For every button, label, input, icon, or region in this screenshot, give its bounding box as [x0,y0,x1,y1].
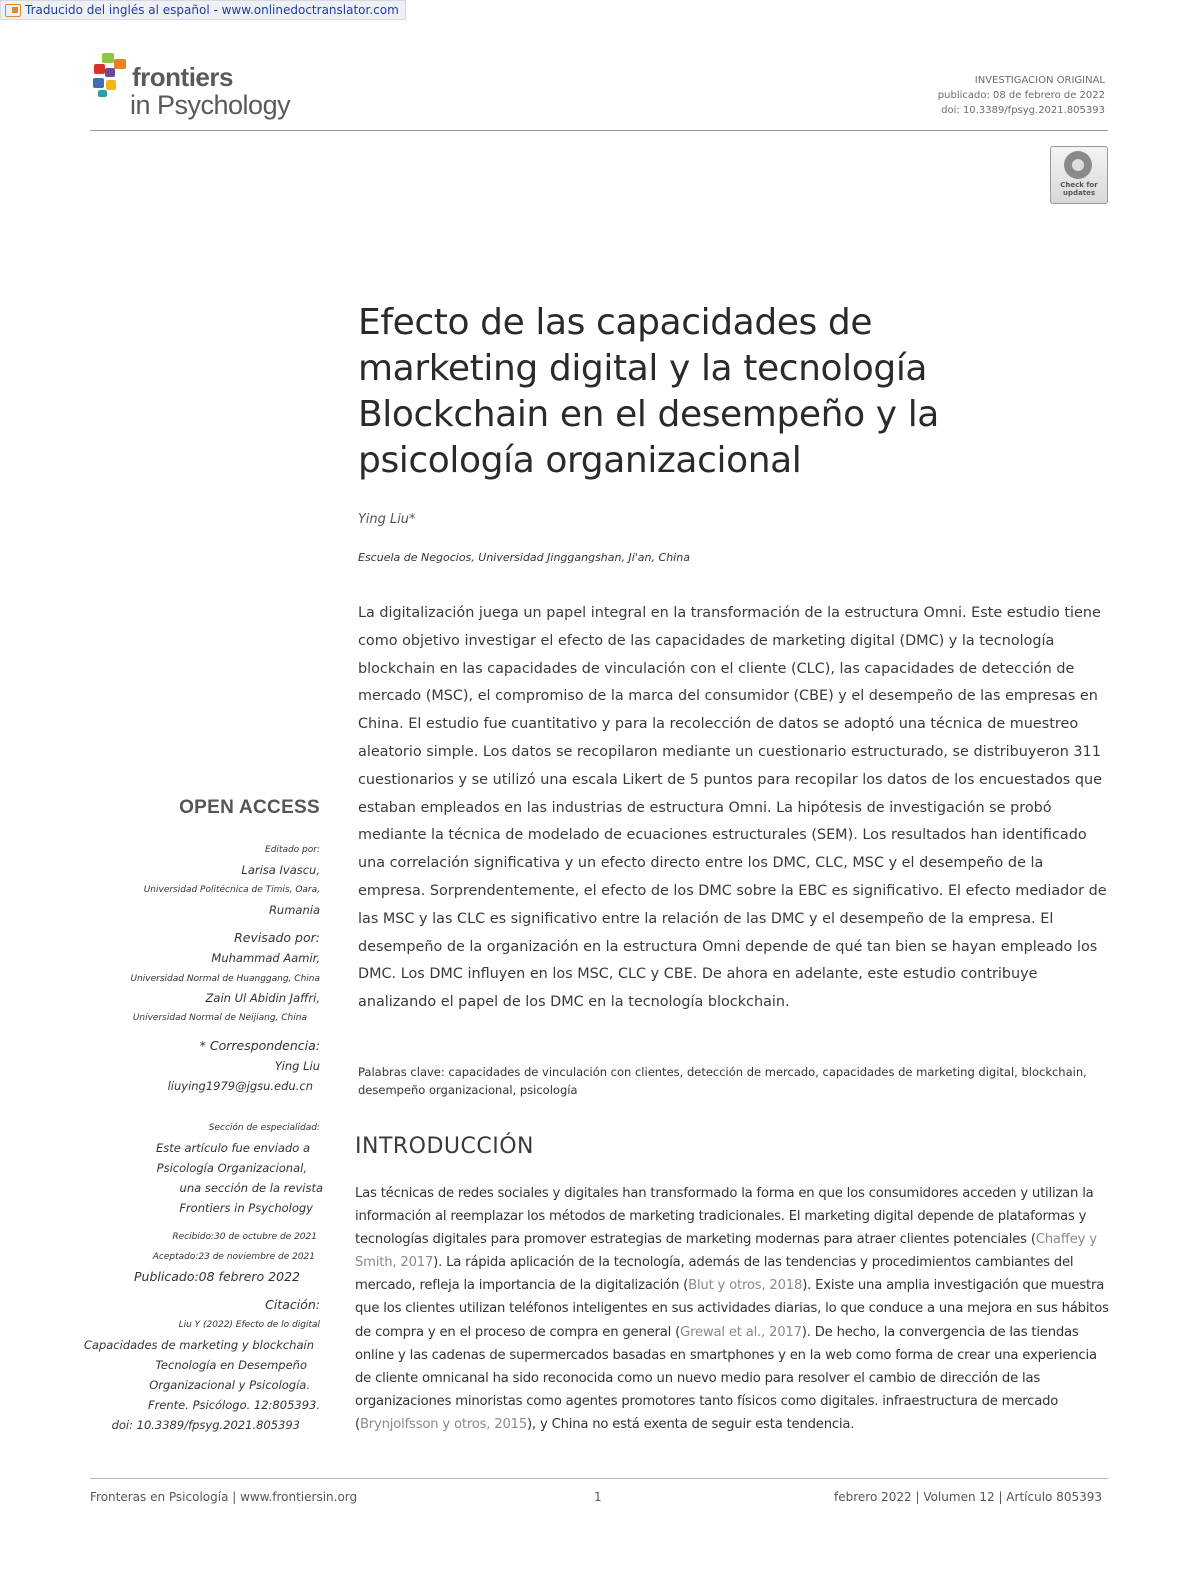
citation-link[interactable]: Blut y otros, 2018 [688,1278,803,1294]
badge-label: Check for updates [1060,181,1098,197]
update-icon [1064,151,1092,179]
citation-doi[interactable]: doi: 10.3389/fpsyg.2021.805393 [111,1418,300,1432]
check-for-updates-badge[interactable] [1050,146,1108,204]
page-number: 1 [594,1490,602,1504]
section-line: Psicología Organizacional, [156,1161,307,1175]
introduction-paragraph [355,1182,1113,1436]
citation-line: Capacidades de marketing y blockchain [83,1338,314,1352]
reviewed-by-label: Revisado por: [234,930,320,945]
published-date-sidebar: Publicado:08 febrero 2022 [134,1269,300,1284]
reviewer2-name: Zain Ul Abidin Jaffri, [205,991,320,1005]
citation-line: Frente. Psicólogo. 12:805393. [147,1398,320,1412]
intro-text: ), y China no está exenta de seguir esta tendencia. [527,1416,855,1432]
keywords: Palabras clave: capacidades de vinculación con clientes, detección de mercado, capacidades de marketing digital, blockchain, desempeño organizacional, psicología [358,1065,1087,1097]
footer-divider [90,1478,1108,1479]
abstract: La digitalización juega un papel integral en la transformación de la estructura Omni. Este estudio tiene como objetivo investigar el efecto de las capacidades de marketing digital (DMC) y la tecnología blockchain en las capacidades de vinculación con el cliente (CLC), las capacidades de detección de mercado (MSC), el compromiso de la marca del consumidor (CBE) y el desempeño de las empresas en China. El estudio fue cuantitativo y para la recolección de datos se adoptó una técnica de muestreo aleatorio simple. Los datos se recopilaron mediante un cuestionario estructurado, se distribuyeron 311 cuestionarios y se utilizó una escala Likert de 5 puntos para recopilar los datos de los encuestados que estaban empleados en las industrias de estructura Omni. La hipótesis de investigación se probó mediante la técnica de modelado de ecuaciones estructurales (SEM). Los resultados han identificado una correlación significativa y un efecto directo entre los DMC, CLC, MSC y el desempeño de la empresa. Sorprendentemente, el efecto de los DMC sobre la EBC es significativo. El efecto mediador de las MSC y las CLC es significativo entre la relación de las DMC y el desempeño de la empresa. El desempeño de la organización en la estructura Omni depende de qué tan bien se hayan empleado los DMC. Los DMC influyen en los MSC, CLC y CBE. De ahora en adelante, este estudio contribuye analizando el papel de los DMC en la tecnología blockchain. [358,605,1107,1011]
received-date: Recibido:30 de octubre de 2021 [172,1232,317,1242]
header-divider [90,130,1108,131]
section-line: una sección de la revista [179,1181,323,1195]
intro-text: ). De hecho, la convergencia de las tiendas online y las cadenas de supermercados basadas en smartphones y en la web como forma de crear una experiencia de cliente omnicanal ha sido reconocida como un nuevo medio para resolver el cambio de dirección de las organizaciones minoristas como agentes promotores tanto físicos como digitales. infraestructura de mercado ( [355,1324,1097,1432]
reviewer1-name: Muhammad Aamir, [211,951,320,965]
citation-link[interactable]: Chaffey y Smith, 2017 [355,1232,1097,1271]
editor-country: Rumania [268,903,320,917]
edited-by-label: Editado por: [265,845,320,855]
correspondence-email[interactable]: liuying1979@jgsu.edu.cn [167,1079,313,1093]
citation-line: Organizacional y Psicología. [149,1378,310,1392]
article-title: Efecto de las capacidades de marketing digital y la tecnología Blockchain en el desempeño y la psicología organizacional [358,302,939,481]
published-date: publicado: 08 de febrero de 2022 [937,90,1105,101]
frontiers-logo-icon [90,50,130,98]
citation-link[interactable]: Brynjolfsson y otros, 2015 [359,1416,528,1432]
journal-name-line2: in Psychology [130,90,291,120]
article-author[interactable]: Ying Liu* [358,512,416,527]
citation-line: Liu Y (2022) Efecto de lo digital [178,1320,320,1330]
intro-text: ). Existe una amplia investigación que muestra que los clientes utilizan teléfonos inteligentes en sus actividades diarias, lo que conduce a una mejora en sus hábitos de compra y en el proceso de compra en general ( [355,1278,1109,1340]
intro-text: Las técnicas de redes sociales y digitales han transformado la forma en que los consumidores acceden y utilizan la información al reemplazar los métodos de marketing tradicionales. El marketing digital depende de plataformas y tecnologías digitales para promover estrategias de marketing modernas para atraer clientes potenciales ( [355,1186,1094,1248]
editor-name: Larisa Ivascu, [241,863,320,877]
footer-journal[interactable]: Fronteras en Psicología | www.frontiersin.org [90,1490,358,1504]
article-type: INVESTIGACION ORIGINAL [974,75,1105,86]
journal-logo [90,50,320,125]
citation-link[interactable]: Grewal et al., 2017 [680,1324,802,1340]
translator-banner-text: Traducido del inglés al español - www.onlinedoctranslator.com [25,2,399,17]
translator-banner[interactable] [0,0,406,20]
reviewer1-affiliation: Universidad Normal de Huanggang, China [130,974,320,984]
author-affiliation: Escuela de Negocios, Universidad Jinggangshan, Ji'an, China [358,551,690,564]
translate-icon [5,4,21,17]
article-doi[interactable]: doi: 10.3389/fpsyg.2021.805393 [941,105,1105,116]
section-heading-introduction: INTRODUCCIÓN [355,1134,535,1159]
citation-line: Tecnología en Desempeño [155,1358,307,1372]
reviewer2-affiliation: Universidad Normal de Neijiang, China [132,1013,307,1023]
intro-text: ). La rápida aplicación de la tecnología, además de las tendencias y procedimientos cambiantes del mercado, refleja la importancia de la digitalización ( [355,1255,1074,1294]
section-label: Sección de especialidad: [208,1123,320,1133]
section-line: Frontiers in Psychology [179,1201,313,1215]
article-meta [938,73,1105,118]
open-access-label: OPEN ACCESS [179,797,320,818]
section-line: Este artículo fue enviado a [156,1141,310,1155]
footer-issue: febrero 2022 | Volumen 12 | Artículo 805393 [834,1490,1102,1504]
accepted-date: Aceptado:23 de noviembre de 2021 [152,1252,315,1262]
journal-name-line1: frontiers [132,62,233,92]
editor-affiliation: Universidad Politécnica de Timis, Oara, [143,885,320,895]
correspondence-label: * Correspondencia: [199,1038,320,1053]
correspondence-name: Ying Liu [274,1059,320,1073]
citation-label: Citación: [265,1297,320,1312]
